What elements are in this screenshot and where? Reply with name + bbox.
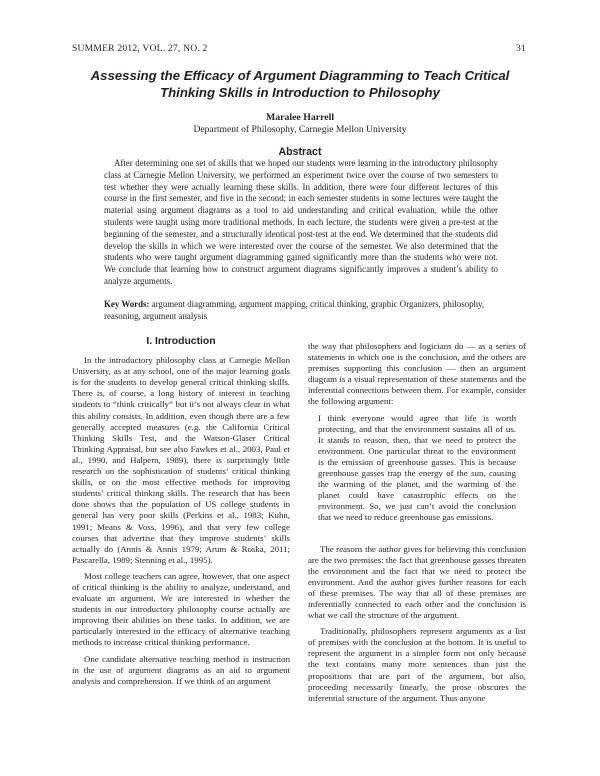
left-column bbox=[72, 336, 290, 692]
paragraph: Traditionally, philosophers represent arguments as a list of premises with the conclusion at the bottom. It is useful to represent the argument in a simpler form not only because the text contains many more sentences than just the propositions that are part of the argument, but also, proceeding necessarily linearly, the prose obscures the inferential structure of the argument. Thus anyone bbox=[308, 626, 526, 703]
journal-issue: SUMMER 2012, VOL. 27, NO. 2 bbox=[72, 43, 208, 54]
keywords-list: argument diagramming, argument mapping, critical thinking, graphic Organizers, philosophy, reasoning, argument analysis bbox=[104, 299, 485, 321]
paragraph: Most college teachers can agree, however, that one aspect of critical thinking is the ability to analyze, understand, and evaluate an argument. We are interested in whether the students in our introductory philosophy course actually are improving their abilities on these tasks. In addition, we are particularly interested in the efficacy of alternative teaching methods to increase critical thinking performance. bbox=[72, 570, 290, 648]
paper-title: Assessing the Efficacy of Argument Diagramming to Teach Critical Thinking Skills in Introduction to Philosophy bbox=[90, 68, 510, 100]
running-head bbox=[72, 43, 528, 55]
paragraph: the way that philosophers and logicians do — as a series of statements in which one is the conclusion, and the others are premises supporting this conclusion — then an argument diagram is a visual representation of these statements and the inferential connections between them. For example, consider the following argument: bbox=[308, 341, 526, 407]
page-number: 31 bbox=[516, 43, 526, 54]
keywords bbox=[104, 298, 498, 322]
keywords-label: Key Words: bbox=[104, 299, 150, 309]
right-column bbox=[308, 341, 526, 709]
abstract-heading: Abstract bbox=[278, 146, 322, 158]
paragraph: In the introductory philosophy class at Carnegie Mellon University, as at any school, one of the major learning goals is for the students to develop general critical thinking skills. There is, of course, a long history of interest in teaching students to “think critically” but it’s not always clear in what this ability consists. In addition, even though there are a few generally accepted measures (e.g. the California Critical Thinking Skills Test, and the Watson-Glaser Critical Thinking Appraisal, but see also Fawkes et al., 2003, Paul et al., 1990, and Halpern, 1989), there is surprisingly little research on the sophistication of students’ critical thinking skills, or on the most effective methods for improving students’ critical thinking skills. The research that has been done shows that the population of US college students in general has very poor skills (Perkins et al., 1983; Kuhn, 1991; Means & Voss, 1996), and that very few college courses that advertise that they improve students’ skills actually do (Annis & Annis 1979; Arum & Roska, 2011; Pascarella, 1989; Stenning et al., 1995). bbox=[72, 355, 290, 565]
author-affiliation: Department of Philosophy, Carnegie Mellon University bbox=[193, 124, 407, 135]
section-heading: I. Introduction bbox=[146, 336, 216, 347]
paragraph: One candidate alternative teaching method is instruction in the use of argument diagrams as an aid to argument analysis and comprehension. If we think of an argument bbox=[72, 653, 290, 686]
author-name: Maralee Harrell bbox=[265, 112, 335, 123]
example-argument-quote: I think everyone would agree that life is worth protecting, and that the environment sustains all of us. It stands to reason, then, that we need to protect the environment. One particular threat to the environment is the emission of greenhouse gasses. This is because greenhouse gasses trap the energy of the sun, causing the warming of the planet, and the warming of the planet could have catastrophic effects on the environment. So, we just can’t avoid the conclusion that we need to reduce greenhouse gas emissions. bbox=[318, 412, 516, 523]
abstract-text: After determining one set of skills that we hoped our students were learning in the introductory philosophy class at Carnegie Mellon University, we performed an experiment twice over the course of two semesters to test whether they were actually learning these skills. In addition, there were four different lectures of this course in the first semester, and five in the second; in each semester students in some lectures were taught the material using argument diagrams as a tool to aid understanding and critical evaluation, while the other students were taught using more traditional methods. In each lecture, the students were given a pre-test at the beginning of the semester, and a structurally identical post-test at the end. We determined that the students did develop the skills in which we were interested over the course of the semester. We also determined that the students who were taught argument diagramming gained significantly more than the students who were not. We conclude that learning how to construct argument diagrams significantly improves a student’s ability to analyze arguments. bbox=[104, 158, 498, 286]
paragraph: The reasons the author gives for believing this conclusion are the two premises: the fact that greenhouse gasses threaten the environment and the fact that we need to protect the environment. And the author gives further reasons for each of these premises. The way that all of these premises are inferentially connected to each other and the conclusion is what we call the structure of the argument. bbox=[308, 543, 526, 621]
